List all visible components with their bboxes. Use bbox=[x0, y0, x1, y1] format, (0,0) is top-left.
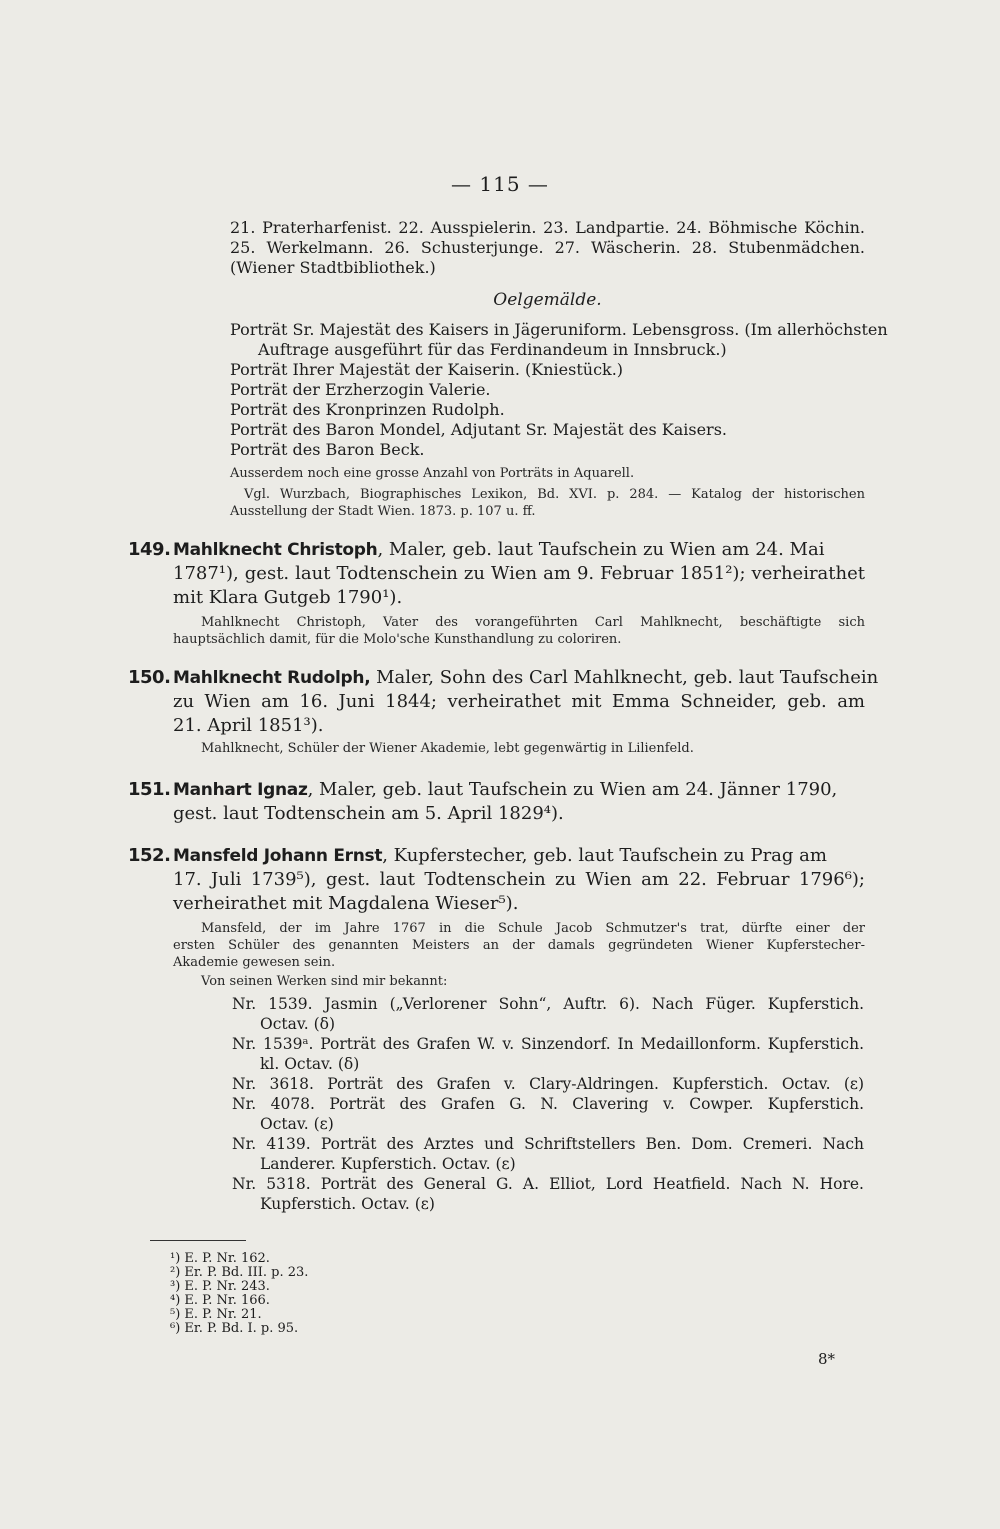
entry-text: 1787¹), gest. laut Todtenschein zu Wien am 9. Februar 1851²); verheirathet bbox=[173, 563, 865, 584]
oel-heading: Oelgemälde. bbox=[493, 290, 602, 310]
entry-number: 150. bbox=[128, 667, 171, 688]
mansfeld-works bbox=[232, 994, 864, 1214]
oel-item: Porträt des Baron Mondel, Adjutant Sr. Majestät des Kaisers. bbox=[230, 420, 727, 439]
oel-section bbox=[230, 290, 865, 310]
work-line: Nr. 3618. Porträt des Grafen v. Clary-Aldringen. Kupferstich. Octav. (ε) bbox=[232, 1075, 864, 1093]
work-line: Nr. 4139. Porträt des Arztes und Schriftstellers Ben. Dom. Cremeri. Nach bbox=[232, 1135, 864, 1153]
footnote-divider bbox=[150, 1240, 246, 1241]
entry-number: 152. bbox=[128, 845, 171, 866]
oel-item: Porträt Ihrer Majestät der Kaiserin. (Kniestück.) bbox=[230, 360, 624, 379]
works-list bbox=[230, 218, 865, 278]
entry-name: Mansfeld Johann Ernst bbox=[173, 846, 383, 866]
entry-text: zu Wien am 16. Juni 1844; verheirathet mit Emma Schneider, geb. am bbox=[173, 691, 865, 712]
vgl-line: Ausstellung der Stadt Wien. 1873. p. 107 u. ff. bbox=[230, 504, 536, 519]
list-line: 25. Werkelmann. 26. Schusterjunge. 27. Wäscherin. 28. Stubenmädchen. bbox=[230, 238, 865, 257]
work-line: Nr. 1539. Jasmin („Verlorener Sohn“, Auftr. 6). Nach Füger. Kupferstich. bbox=[232, 995, 864, 1013]
work-line: Landerer. Kupferstich. Octav. (ε) bbox=[260, 1155, 516, 1173]
entry-note: ersten Schüler des genannten Meisters an der damals gegründeten Wiener Kupferstecher- bbox=[173, 938, 865, 953]
footnote: ²) Er. P. Bd. III. p. 23. bbox=[170, 1265, 309, 1280]
entry-text: gest. laut Todtenschein am 5. April 1829⁴). bbox=[173, 803, 564, 824]
entry-note: Akademie gewesen sein. bbox=[173, 955, 336, 970]
entry-text: , Maler, geb. laut Taufschein zu Wien am 24. Mai bbox=[377, 539, 825, 560]
page-number: — 115 — bbox=[451, 172, 549, 196]
work-line: Nr. 5318. Porträt des General G. A. Elliot, Lord Heatfield. Nach N. Hore. bbox=[232, 1175, 864, 1193]
work-line: Nr. 4078. Porträt des Grafen G. N. Clavering v. Cowper. Kupferstich. bbox=[232, 1095, 864, 1113]
signature-mark: 8* bbox=[818, 1350, 836, 1368]
entry-150 bbox=[128, 666, 879, 757]
entry-149 bbox=[128, 538, 865, 648]
oel-notes bbox=[230, 465, 865, 520]
entry-name: Mahlknecht Christoph bbox=[173, 540, 378, 560]
footnote: ³) E. P. Nr. 243. bbox=[170, 1279, 270, 1294]
footnote: ⁵) E. P. Nr. 21. bbox=[170, 1307, 262, 1322]
entry-note: hauptsächlich damit, für die Molo'sche Kunsthandlung zu coloriren. bbox=[173, 632, 622, 647]
list-line: 21. Praterharfenist. 22. Ausspielerin. 23. Landpartie. 24. Böhmische Köchin. bbox=[230, 218, 865, 237]
oel-item: Porträt des Kronprinzen Rudolph. bbox=[230, 400, 505, 419]
work-line: Nr. 1539ᵃ. Porträt des Grafen W. v. Sinzendorf. In Medaillonform. Kupferstich. bbox=[232, 1035, 864, 1053]
entry-note: Mahlknecht Christoph, Vater des vorangeführten Carl Mahlknecht, beschäftigte sich bbox=[201, 615, 865, 630]
entry-note: Von seinen Werken sind mir bekannt: bbox=[201, 974, 448, 989]
entry-151 bbox=[128, 778, 865, 826]
entry-text: mit Klara Gutgeb 1790¹). bbox=[173, 587, 403, 608]
footnote: ⁶) Er. P. Bd. I. p. 95. bbox=[170, 1321, 299, 1336]
footnote: ⁴) E. P. Nr. 166. bbox=[170, 1293, 270, 1308]
entry-text: Maler, Sohn des Carl Mahlknecht, geb. laut Taufschein bbox=[370, 667, 879, 688]
entry-number: 149. bbox=[128, 539, 171, 560]
entry-note: Mahlknecht, Schüler der Wiener Akademie, lebt gegenwärtig in Lilienfeld. bbox=[201, 741, 694, 756]
work-line: kl. Octav. (δ) bbox=[260, 1055, 360, 1073]
oel-item: Porträt der Erzherzogin Valerie. bbox=[230, 380, 491, 399]
ausserdem-note: Ausserdem noch eine grosse Anzahl von Porträts in Aquarell. bbox=[230, 466, 635, 481]
entry-name: Mahlknecht Rudolph, bbox=[173, 668, 371, 688]
entry-text: , Maler, geb. laut Taufschein zu Wien am 24. Jänner 1790, bbox=[307, 779, 838, 800]
oel-item: Porträt des Baron Beck. bbox=[230, 440, 425, 459]
oel-item: Auftrage ausgeführt für das Ferdinandeum in Innsbruck.) bbox=[258, 340, 727, 359]
oel-list bbox=[230, 320, 888, 460]
work-line: Octav. (δ) bbox=[260, 1015, 336, 1033]
entry-text: verheirathet mit Magdalena Wieser⁵). bbox=[173, 893, 519, 914]
entry-note: Mansfeld, der im Jahre 1767 in die Schule Jacob Schmutzer's trat, dürfte einer der bbox=[201, 921, 865, 936]
work-line: Octav. (ε) bbox=[260, 1115, 334, 1133]
list-line: (Wiener Stadtbibliothek.) bbox=[230, 258, 436, 277]
oel-item: Porträt Sr. Majestät des Kaisers in Jägeruniform. Lebensgross. (Im allerhöchsten bbox=[230, 320, 888, 339]
entry-text: 21. April 1851³). bbox=[173, 715, 324, 736]
footnote: ¹) E. P. Nr. 162. bbox=[170, 1251, 270, 1266]
vgl-line: Vgl. Wurzbach, Biographisches Lexikon, Bd. XVI. p. 284. — Katalog der historischen bbox=[244, 487, 865, 502]
work-line: Kupferstich. Octav. (ε) bbox=[260, 1195, 435, 1213]
entry-name: Manhart Ignaz bbox=[173, 780, 308, 800]
entry-text: 17. Juli 1739⁵), gest. laut Todtenschein zu Wien am 22. Februar 1796⁶); bbox=[173, 869, 865, 890]
entry-number: 151. bbox=[128, 779, 171, 800]
entry-text: , Kupferstecher, geb. laut Taufschein zu Prag am bbox=[382, 845, 827, 866]
entry-152 bbox=[128, 844, 865, 990]
